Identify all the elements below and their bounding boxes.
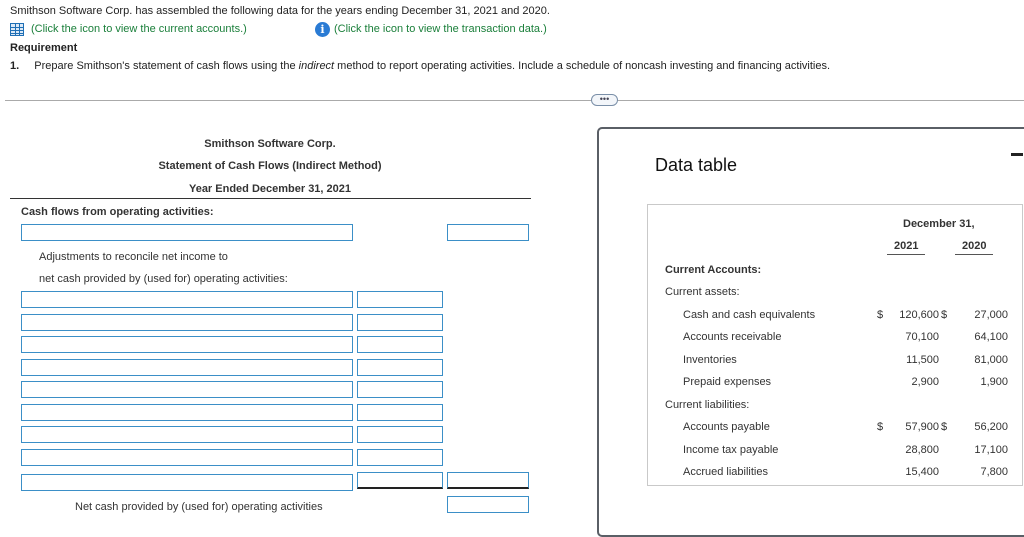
requirement-title: Requirement: [10, 42, 78, 54]
current-accounts-label: Current Accounts:: [665, 264, 762, 276]
statement-title: Statement of Cash Flows (Indirect Method): [158, 160, 382, 172]
statement-period: Year Ended December 31, 2021: [188, 183, 352, 195]
current-liabilities-label: Current liabilities:: [665, 399, 750, 411]
adjustment-amount-input[interactable]: [357, 426, 443, 443]
adjustment-amount-input[interactable]: [357, 404, 443, 421]
table-row-label: Cash and cash equivalents: [683, 309, 816, 321]
table-row-label: Accounts payable: [683, 421, 770, 433]
adjustments-label-line2: net cash provided by (used for) operating activities:: [39, 273, 288, 285]
info-icon[interactable]: i: [315, 22, 330, 37]
statement-company: Smithson Software Corp.: [204, 138, 336, 150]
value-2020: 81,000: [974, 354, 1008, 366]
value-2021: 57,900: [905, 421, 939, 433]
adjustment-label-input[interactable]: [21, 291, 353, 308]
net-income-label-input[interactable]: [21, 224, 353, 241]
net-cash-operating-label: Net cash provided by (used for) operating activities: [75, 501, 323, 513]
table-row-label: Inventories: [683, 354, 737, 366]
adjustment-label-input[interactable]: [21, 474, 353, 491]
requirement-text: [10, 60, 830, 72]
adjustments-total-amount-input[interactable]: [447, 472, 529, 489]
value-2021: 28,800: [905, 444, 939, 456]
data-table-title: Data table: [655, 155, 738, 175]
adjustment-amount-input[interactable]: [357, 359, 443, 376]
adjustment-label-input[interactable]: [21, 314, 353, 331]
adjustment-label-input[interactable]: [21, 426, 353, 443]
requirement-text-a: Prepare Smithson's statement of cash flows using the: [34, 60, 299, 72]
statement-header-rule: [10, 198, 531, 199]
intro-text: Smithson Software Corp. has assembled the following data for the years ending December 31, 2021 and 2020.: [10, 5, 550, 17]
current-assets-label: Current assets:: [665, 286, 740, 298]
adjustment-amount-input[interactable]: [357, 314, 443, 331]
value-2020: 56,200: [974, 421, 1008, 433]
value-2021: 11,500: [906, 354, 939, 366]
col-header-2021: 2021: [894, 240, 919, 252]
adjustment-amount-input[interactable]: [357, 381, 443, 398]
value-2020: 27,000: [974, 309, 1008, 321]
minimize-icon[interactable]: [1011, 153, 1023, 156]
adjustment-total-input[interactable]: [357, 472, 443, 489]
requirement-text-em: indirect: [298, 60, 335, 72]
operating-section-label: Cash flows from operating activities:: [21, 206, 214, 218]
net-income-amount-input[interactable]: [447, 224, 529, 241]
current-accounts-link[interactable]: (Click the icon to view the current accounts.): [31, 23, 247, 35]
col-header-2020: 2020: [962, 240, 987, 252]
requirement-number: 1.: [10, 60, 20, 72]
value-2021: 70,100: [905, 331, 939, 343]
adjustment-label-input[interactable]: [21, 336, 353, 353]
adjustment-label-input[interactable]: [21, 404, 353, 421]
table-row-label: Accounts receivable: [683, 331, 782, 343]
adjustment-label-input[interactable]: [21, 359, 353, 376]
dollar-sign: $: [877, 421, 884, 433]
december-header: December 31,: [903, 218, 975, 230]
adjustment-amount-input[interactable]: [357, 449, 443, 466]
dollar-sign: $: [941, 309, 948, 321]
net-cash-operating-input[interactable]: [447, 496, 529, 513]
adjustment-label-input[interactable]: [21, 381, 353, 398]
adjustment-label-input[interactable]: [21, 449, 353, 466]
value-2020: 64,100: [974, 331, 1008, 343]
more-options-button[interactable]: •••: [591, 94, 618, 106]
table-row-label: Accrued liabilities: [683, 466, 768, 478]
table-grid-icon[interactable]: [10, 23, 24, 36]
value-2021: 2,900: [911, 376, 939, 388]
value-2021: 120,600: [899, 309, 939, 321]
adjustment-amount-input[interactable]: [357, 336, 443, 353]
value-2020: 7,800: [980, 466, 1008, 478]
requirement-text-b: method to report operating activities. Include a schedule of noncash investing and financing activities.: [334, 60, 831, 72]
adjustments-label-line1: Adjustments to reconcile net income to: [39, 251, 228, 263]
dollar-sign: $: [941, 421, 948, 433]
section-divider: [5, 100, 1024, 101]
table-row-label: Income tax payable: [683, 444, 779, 456]
value-2020: 17,100: [974, 444, 1008, 456]
dollar-sign: $: [877, 309, 884, 321]
adjustment-amount-input[interactable]: [357, 291, 443, 308]
table-row-label: Prepaid expenses: [683, 376, 772, 388]
col-rule-2020: [955, 254, 993, 255]
value-2021: 15,400: [905, 466, 939, 478]
value-2020: 1,900: [980, 376, 1008, 388]
col-rule-2021: [887, 254, 925, 255]
transaction-data-link[interactable]: (Click the icon to view the transaction data.): [334, 23, 547, 35]
